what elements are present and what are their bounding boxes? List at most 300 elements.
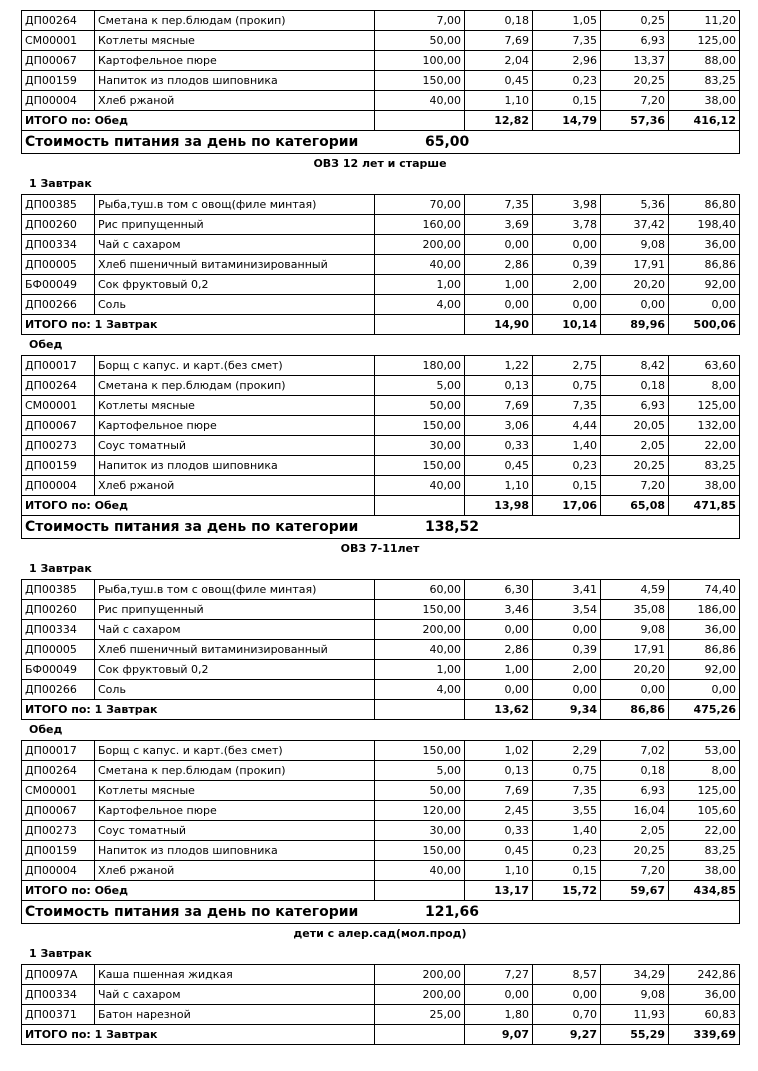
item-value-cell: 11,93 — [601, 1005, 669, 1025]
item-code-cell: ДП00385 — [22, 580, 95, 600]
item-value-cell: 1,05 — [533, 11, 601, 31]
subtotal-label-cell: ИТОГО по: 1 Завтрак — [22, 1025, 375, 1045]
subtotal-value-cell: 89,96 — [601, 315, 669, 335]
menu-item-row — [22, 436, 740, 456]
subtotal-value-cell: 9,07 — [465, 1025, 533, 1045]
meal-title: 1 Завтрак — [29, 177, 92, 190]
item-name-cell: Картофельное пюре — [95, 801, 375, 821]
menu-item-row — [22, 781, 740, 801]
item-code-cell: ДП00264 — [22, 761, 95, 781]
item-qty-cell: 150,00 — [375, 841, 465, 861]
item-value-cell: 1,40 — [533, 821, 601, 841]
item-value-cell: 0,00 — [533, 295, 601, 315]
subtotal-row — [22, 315, 740, 335]
item-value-cell: 7,35 — [533, 31, 601, 51]
category-title: ОВЗ 7-11лет — [340, 542, 420, 555]
category-title: дети с алер.сад(мол.прод) — [293, 927, 467, 940]
item-value-cell: 7,20 — [601, 861, 669, 881]
menu-item-row — [22, 620, 740, 640]
item-code-cell: СМ00001 — [22, 396, 95, 416]
item-value-cell: 2,86 — [465, 640, 533, 660]
menu-item-row — [22, 821, 740, 841]
item-value-cell: 0,18 — [601, 761, 669, 781]
item-value-cell: 7,02 — [601, 741, 669, 761]
subtotal-value-cell: 17,06 — [533, 496, 601, 516]
item-qty-cell: 5,00 — [375, 761, 465, 781]
item-qty-cell: 150,00 — [375, 416, 465, 436]
item-value-cell: 0,39 — [533, 640, 601, 660]
item-value-cell: 3,46 — [465, 600, 533, 620]
item-name-cell: Борщ с капус. и карт.(без смет) — [95, 741, 375, 761]
subtotal-label-cell: ИТОГО по: Обед — [22, 111, 375, 131]
item-code-cell: ДП00334 — [22, 620, 95, 640]
item-name-cell: Чай с сахаром — [95, 985, 375, 1005]
item-qty-cell: 30,00 — [375, 821, 465, 841]
item-value-cell: 1,10 — [465, 91, 533, 111]
day-total-value: 121,66 — [425, 904, 480, 920]
day-total-value: 65,00 — [425, 134, 470, 150]
item-value-cell: 7,35 — [465, 195, 533, 215]
item-name-cell: Сметана к пер.блюдам (прокип) — [95, 761, 375, 781]
subtotal-value-cell: 434,85 — [669, 881, 740, 901]
item-value-cell: 2,05 — [601, 436, 669, 456]
subtotal-value-cell: 14,79 — [533, 111, 601, 131]
menu-item-row — [22, 580, 740, 600]
menu-item-row — [22, 680, 740, 700]
item-code-cell: ДП00264 — [22, 11, 95, 31]
subtotal-row — [22, 1025, 740, 1045]
item-value-cell: 0,00 — [533, 985, 601, 1005]
subtotal-value-cell: 475,26 — [669, 700, 740, 720]
item-qty-cell: 100,00 — [375, 51, 465, 71]
item-value-cell: 13,37 — [601, 51, 669, 71]
item-value-cell: 4,59 — [601, 580, 669, 600]
item-code-cell: ДП00266 — [22, 295, 95, 315]
item-value-cell: 242,86 — [669, 965, 740, 985]
day-total-cell — [22, 901, 740, 924]
meal-title: 1 Завтрак — [29, 562, 92, 575]
item-name-cell: Хлеб ржаной — [95, 476, 375, 496]
item-value-cell: 0,75 — [533, 761, 601, 781]
menu-item-row — [22, 416, 740, 436]
item-name-cell: Чай с сахаром — [95, 620, 375, 640]
item-value-cell: 86,86 — [669, 255, 740, 275]
item-code-cell: ДП00067 — [22, 51, 95, 71]
item-value-cell: 0,13 — [465, 376, 533, 396]
item-value-cell: 0,33 — [465, 821, 533, 841]
item-value-cell: 86,80 — [669, 195, 740, 215]
item-qty-cell: 150,00 — [375, 71, 465, 91]
item-value-cell: 1,22 — [465, 356, 533, 376]
item-value-cell: 8,00 — [669, 761, 740, 781]
item-value-cell: 1,02 — [465, 741, 533, 761]
item-qty-cell: 200,00 — [375, 965, 465, 985]
item-name-cell: Борщ с капус. и карт.(без смет) — [95, 356, 375, 376]
day-total-label: Стоимость питания за день по категории — [25, 134, 359, 150]
subtotal-qty-cell — [375, 881, 465, 901]
subtotal-value-cell: 14,90 — [465, 315, 533, 335]
menu-item-row — [22, 1005, 740, 1025]
item-value-cell: 0,00 — [465, 235, 533, 255]
item-code-cell: БФ00049 — [22, 275, 95, 295]
subtotal-value-cell: 500,06 — [669, 315, 740, 335]
item-qty-cell: 180,00 — [375, 356, 465, 376]
menu-item-row — [22, 215, 740, 235]
item-name-cell: Напиток из плодов шиповника — [95, 71, 375, 91]
subtotal-label-cell: ИТОГО по: Обед — [22, 496, 375, 516]
item-name-cell: Соль — [95, 295, 375, 315]
item-qty-cell: 70,00 — [375, 195, 465, 215]
item-code-cell: ДП00017 — [22, 356, 95, 376]
item-qty-cell: 25,00 — [375, 1005, 465, 1025]
item-value-cell: 7,27 — [465, 965, 533, 985]
day-total-row — [22, 901, 740, 924]
subtotal-value-cell: 416,12 — [669, 111, 740, 131]
item-value-cell: 0,13 — [465, 761, 533, 781]
item-qty-cell: 50,00 — [375, 31, 465, 51]
item-code-cell: ДП00159 — [22, 71, 95, 91]
item-value-cell: 198,40 — [669, 215, 740, 235]
item-value-cell: 86,86 — [669, 640, 740, 660]
item-value-cell: 9,08 — [601, 985, 669, 1005]
item-code-cell: ДП00334 — [22, 235, 95, 255]
item-name-cell: Картофельное пюре — [95, 416, 375, 436]
item-name-cell: Котлеты мясные — [95, 781, 375, 801]
menu-item-row — [22, 761, 740, 781]
menu-item-row — [22, 965, 740, 985]
menu-item-row — [22, 660, 740, 680]
subtotal-value-cell: 13,62 — [465, 700, 533, 720]
item-code-cell: ДП00334 — [22, 985, 95, 1005]
item-value-cell: 0,25 — [601, 11, 669, 31]
item-name-cell: Каша пшенная жидкая — [95, 965, 375, 985]
subtotal-qty-cell — [375, 111, 465, 131]
subtotal-row — [22, 111, 740, 131]
subtotal-qty-cell — [375, 315, 465, 335]
menu-table — [21, 355, 740, 539]
item-name-cell: Рис припущенный — [95, 215, 375, 235]
item-value-cell: 2,00 — [533, 660, 601, 680]
item-code-cell: СМ00001 — [22, 781, 95, 801]
item-code-cell: ДП00264 — [22, 376, 95, 396]
subtotal-label-cell: ИТОГО по: Обед — [22, 881, 375, 901]
subtotal-value-cell: 9,27 — [533, 1025, 601, 1045]
item-name-cell: Напиток из плодов шиповника — [95, 456, 375, 476]
day-total-row — [22, 516, 740, 539]
item-code-cell: ДП00004 — [22, 476, 95, 496]
item-name-cell: Хлеб ржаной — [95, 91, 375, 111]
item-name-cell: Соус томатный — [95, 821, 375, 841]
day-total-label: Стоимость питания за день по категории — [25, 904, 359, 920]
item-code-cell: ДП00067 — [22, 801, 95, 821]
item-value-cell: 1,80 — [465, 1005, 533, 1025]
item-code-cell: ДП00159 — [22, 841, 95, 861]
item-qty-cell: 50,00 — [375, 781, 465, 801]
item-value-cell: 0,39 — [533, 255, 601, 275]
item-value-cell: 9,08 — [601, 620, 669, 640]
item-qty-cell: 40,00 — [375, 640, 465, 660]
item-value-cell: 37,42 — [601, 215, 669, 235]
item-value-cell: 105,60 — [669, 801, 740, 821]
item-value-cell: 0,18 — [601, 376, 669, 396]
day-total-value: 138,52 — [425, 519, 480, 535]
menu-item-row — [22, 476, 740, 496]
item-value-cell: 2,96 — [533, 51, 601, 71]
item-value-cell: 0,00 — [465, 620, 533, 640]
item-code-cell: ДП00273 — [22, 821, 95, 841]
item-name-cell: Картофельное пюре — [95, 51, 375, 71]
item-code-cell: ДП00273 — [22, 436, 95, 456]
subtotal-value-cell: 13,17 — [465, 881, 533, 901]
item-value-cell: 2,45 — [465, 801, 533, 821]
item-qty-cell: 150,00 — [375, 600, 465, 620]
item-name-cell: Соус томатный — [95, 436, 375, 456]
item-value-cell: 3,55 — [533, 801, 601, 821]
subtotal-label-cell: ИТОГО по: 1 Завтрак — [22, 700, 375, 720]
item-value-cell: 3,78 — [533, 215, 601, 235]
item-value-cell: 20,05 — [601, 416, 669, 436]
item-name-cell: Рыба,туш.в том с овощ(филе минтая) — [95, 580, 375, 600]
item-value-cell: 0,23 — [533, 841, 601, 861]
item-value-cell: 0,00 — [669, 680, 740, 700]
item-qty-cell: 200,00 — [375, 985, 465, 1005]
item-value-cell: 83,25 — [669, 71, 740, 91]
item-value-cell: 1,10 — [465, 861, 533, 881]
item-code-cell: ДП00017 — [22, 741, 95, 761]
item-value-cell: 3,54 — [533, 600, 601, 620]
item-value-cell: 2,00 — [533, 275, 601, 295]
item-qty-cell: 60,00 — [375, 580, 465, 600]
menu-item-row — [22, 51, 740, 71]
item-code-cell: ДП00005 — [22, 640, 95, 660]
item-value-cell: 0,00 — [601, 295, 669, 315]
item-value-cell: 0,00 — [533, 620, 601, 640]
item-name-cell: Сок фруктовый 0,2 — [95, 660, 375, 680]
menu-item-row — [22, 640, 740, 660]
item-value-cell: 38,00 — [669, 91, 740, 111]
item-name-cell: Котлеты мясные — [95, 396, 375, 416]
item-value-cell: 3,98 — [533, 195, 601, 215]
subtotal-value-cell: 471,85 — [669, 496, 740, 516]
item-qty-cell: 40,00 — [375, 861, 465, 881]
item-value-cell: 5,36 — [601, 195, 669, 215]
item-value-cell: 16,04 — [601, 801, 669, 821]
subtotal-label-cell: ИТОГО по: 1 Завтрак — [22, 315, 375, 335]
item-value-cell: 7,69 — [465, 31, 533, 51]
item-value-cell: 38,00 — [669, 861, 740, 881]
item-value-cell: 9,08 — [601, 235, 669, 255]
item-value-cell: 1,00 — [465, 275, 533, 295]
subtotal-value-cell: 9,34 — [533, 700, 601, 720]
menu-item-row — [22, 741, 740, 761]
item-value-cell: 0,45 — [465, 71, 533, 91]
subtotal-value-cell: 339,69 — [669, 1025, 740, 1045]
item-value-cell: 60,83 — [669, 1005, 740, 1025]
item-value-cell: 3,69 — [465, 215, 533, 235]
item-value-cell: 125,00 — [669, 31, 740, 51]
item-value-cell: 0,15 — [533, 91, 601, 111]
item-value-cell: 2,75 — [533, 356, 601, 376]
item-name-cell: Батон нарезной — [95, 1005, 375, 1025]
item-value-cell: 20,25 — [601, 456, 669, 476]
subtotal-value-cell: 65,08 — [601, 496, 669, 516]
item-qty-cell: 40,00 — [375, 255, 465, 275]
menu-item-row — [22, 356, 740, 376]
item-value-cell: 20,20 — [601, 660, 669, 680]
item-value-cell: 92,00 — [669, 660, 740, 680]
menu-item-row — [22, 31, 740, 51]
item-name-cell: Рис припущенный — [95, 600, 375, 620]
subtotal-qty-cell — [375, 1025, 465, 1045]
subtotal-value-cell: 13,98 — [465, 496, 533, 516]
item-qty-cell: 4,00 — [375, 680, 465, 700]
item-value-cell: 8,57 — [533, 965, 601, 985]
item-value-cell: 0,00 — [533, 235, 601, 255]
item-value-cell: 125,00 — [669, 396, 740, 416]
item-name-cell: Хлеб ржаной — [95, 861, 375, 881]
item-name-cell: Чай с сахаром — [95, 235, 375, 255]
menu-item-row — [22, 235, 740, 255]
item-qty-cell: 50,00 — [375, 396, 465, 416]
item-name-cell: Сметана к пер.блюдам (прокип) — [95, 376, 375, 396]
item-value-cell: 0,15 — [533, 861, 601, 881]
item-code-cell: ДП00005 — [22, 255, 95, 275]
item-value-cell: 22,00 — [669, 436, 740, 456]
subtotal-row — [22, 881, 740, 901]
menu-item-row — [22, 295, 740, 315]
item-value-cell: 53,00 — [669, 741, 740, 761]
item-qty-cell: 160,00 — [375, 215, 465, 235]
item-value-cell: 38,00 — [669, 476, 740, 496]
menu-item-row — [22, 195, 740, 215]
item-qty-cell: 120,00 — [375, 801, 465, 821]
item-value-cell: 17,91 — [601, 255, 669, 275]
item-name-cell: Соль — [95, 680, 375, 700]
item-qty-cell: 40,00 — [375, 476, 465, 496]
subtotal-row — [22, 700, 740, 720]
menu-item-row — [22, 861, 740, 881]
item-value-cell: 11,20 — [669, 11, 740, 31]
item-value-cell: 88,00 — [669, 51, 740, 71]
item-value-cell: 7,35 — [533, 781, 601, 801]
menu-item-row — [22, 600, 740, 620]
item-value-cell: 0,45 — [465, 456, 533, 476]
item-value-cell: 63,60 — [669, 356, 740, 376]
menu-table — [21, 964, 740, 1045]
item-code-cell: ДП00004 — [22, 861, 95, 881]
item-qty-cell: 7,00 — [375, 11, 465, 31]
item-name-cell: Напиток из плодов шиповника — [95, 841, 375, 861]
menu-item-row — [22, 985, 740, 1005]
item-qty-cell: 200,00 — [375, 620, 465, 640]
item-value-cell: 7,20 — [601, 476, 669, 496]
item-value-cell: 6,30 — [465, 580, 533, 600]
item-value-cell: 2,05 — [601, 821, 669, 841]
item-code-cell: ДП00260 — [22, 600, 95, 620]
subtotal-qty-cell — [375, 700, 465, 720]
item-name-cell: Рыба,туш.в том с овощ(филе минтая) — [95, 195, 375, 215]
item-value-cell: 20,25 — [601, 71, 669, 91]
item-value-cell: 0,70 — [533, 1005, 601, 1025]
menu-item-row — [22, 11, 740, 31]
item-value-cell: 2,86 — [465, 255, 533, 275]
item-value-cell: 7,69 — [465, 781, 533, 801]
item-code-cell: ДП00266 — [22, 680, 95, 700]
day-total-row — [22, 131, 740, 154]
item-value-cell: 0,00 — [669, 295, 740, 315]
item-value-cell: 0,00 — [465, 985, 533, 1005]
item-value-cell: 186,00 — [669, 600, 740, 620]
item-value-cell: 6,93 — [601, 31, 669, 51]
day-total-cell — [22, 131, 740, 154]
item-value-cell: 36,00 — [669, 620, 740, 640]
item-name-cell: Хлеб пшеничный витаминизированный — [95, 640, 375, 660]
item-value-cell: 0,23 — [533, 456, 601, 476]
menu-item-row — [22, 275, 740, 295]
item-qty-cell: 150,00 — [375, 741, 465, 761]
meal-title: 1 Завтрак — [29, 947, 92, 960]
subtotal-value-cell: 10,14 — [533, 315, 601, 335]
item-value-cell: 7,69 — [465, 396, 533, 416]
item-qty-cell: 4,00 — [375, 295, 465, 315]
item-name-cell: Сметана к пер.блюдам (прокип) — [95, 11, 375, 31]
item-value-cell: 35,08 — [601, 600, 669, 620]
menu-item-row — [22, 841, 740, 861]
item-value-cell: 0,00 — [601, 680, 669, 700]
day-total-label: Стоимость питания за день по категории — [25, 519, 359, 535]
item-value-cell: 0,15 — [533, 476, 601, 496]
item-value-cell: 20,25 — [601, 841, 669, 861]
item-value-cell: 36,00 — [669, 235, 740, 255]
item-value-cell: 2,29 — [533, 741, 601, 761]
item-value-cell: 2,04 — [465, 51, 533, 71]
item-code-cell: ДП00260 — [22, 215, 95, 235]
item-qty-cell: 5,00 — [375, 376, 465, 396]
subtotal-value-cell: 12,82 — [465, 111, 533, 131]
item-code-cell: ДП00385 — [22, 195, 95, 215]
meal-title: Обед — [29, 338, 63, 351]
item-qty-cell: 30,00 — [375, 436, 465, 456]
item-name-cell: Хлеб пшеничный витаминизированный — [95, 255, 375, 275]
item-value-cell: 3,06 — [465, 416, 533, 436]
item-value-cell: 1,40 — [533, 436, 601, 456]
item-value-cell: 83,25 — [669, 456, 740, 476]
item-value-cell: 0,75 — [533, 376, 601, 396]
item-value-cell: 36,00 — [669, 985, 740, 1005]
item-code-cell: СМ00001 — [22, 31, 95, 51]
menu-item-row — [22, 456, 740, 476]
item-value-cell: 132,00 — [669, 416, 740, 436]
item-value-cell: 0,00 — [465, 295, 533, 315]
item-value-cell: 125,00 — [669, 781, 740, 801]
item-value-cell: 20,20 — [601, 275, 669, 295]
item-value-cell: 92,00 — [669, 275, 740, 295]
item-qty-cell: 200,00 — [375, 235, 465, 255]
subtotal-value-cell: 86,86 — [601, 700, 669, 720]
menu-item-row — [22, 91, 740, 111]
subtotal-qty-cell — [375, 496, 465, 516]
item-value-cell: 0,33 — [465, 436, 533, 456]
item-qty-cell: 1,00 — [375, 660, 465, 680]
item-code-cell: ДП00159 — [22, 456, 95, 476]
item-value-cell: 22,00 — [669, 821, 740, 841]
item-value-cell: 17,91 — [601, 640, 669, 660]
menu-item-row — [22, 801, 740, 821]
item-value-cell: 3,41 — [533, 580, 601, 600]
item-qty-cell: 150,00 — [375, 456, 465, 476]
menu-table — [21, 740, 740, 924]
item-value-cell: 8,42 — [601, 356, 669, 376]
